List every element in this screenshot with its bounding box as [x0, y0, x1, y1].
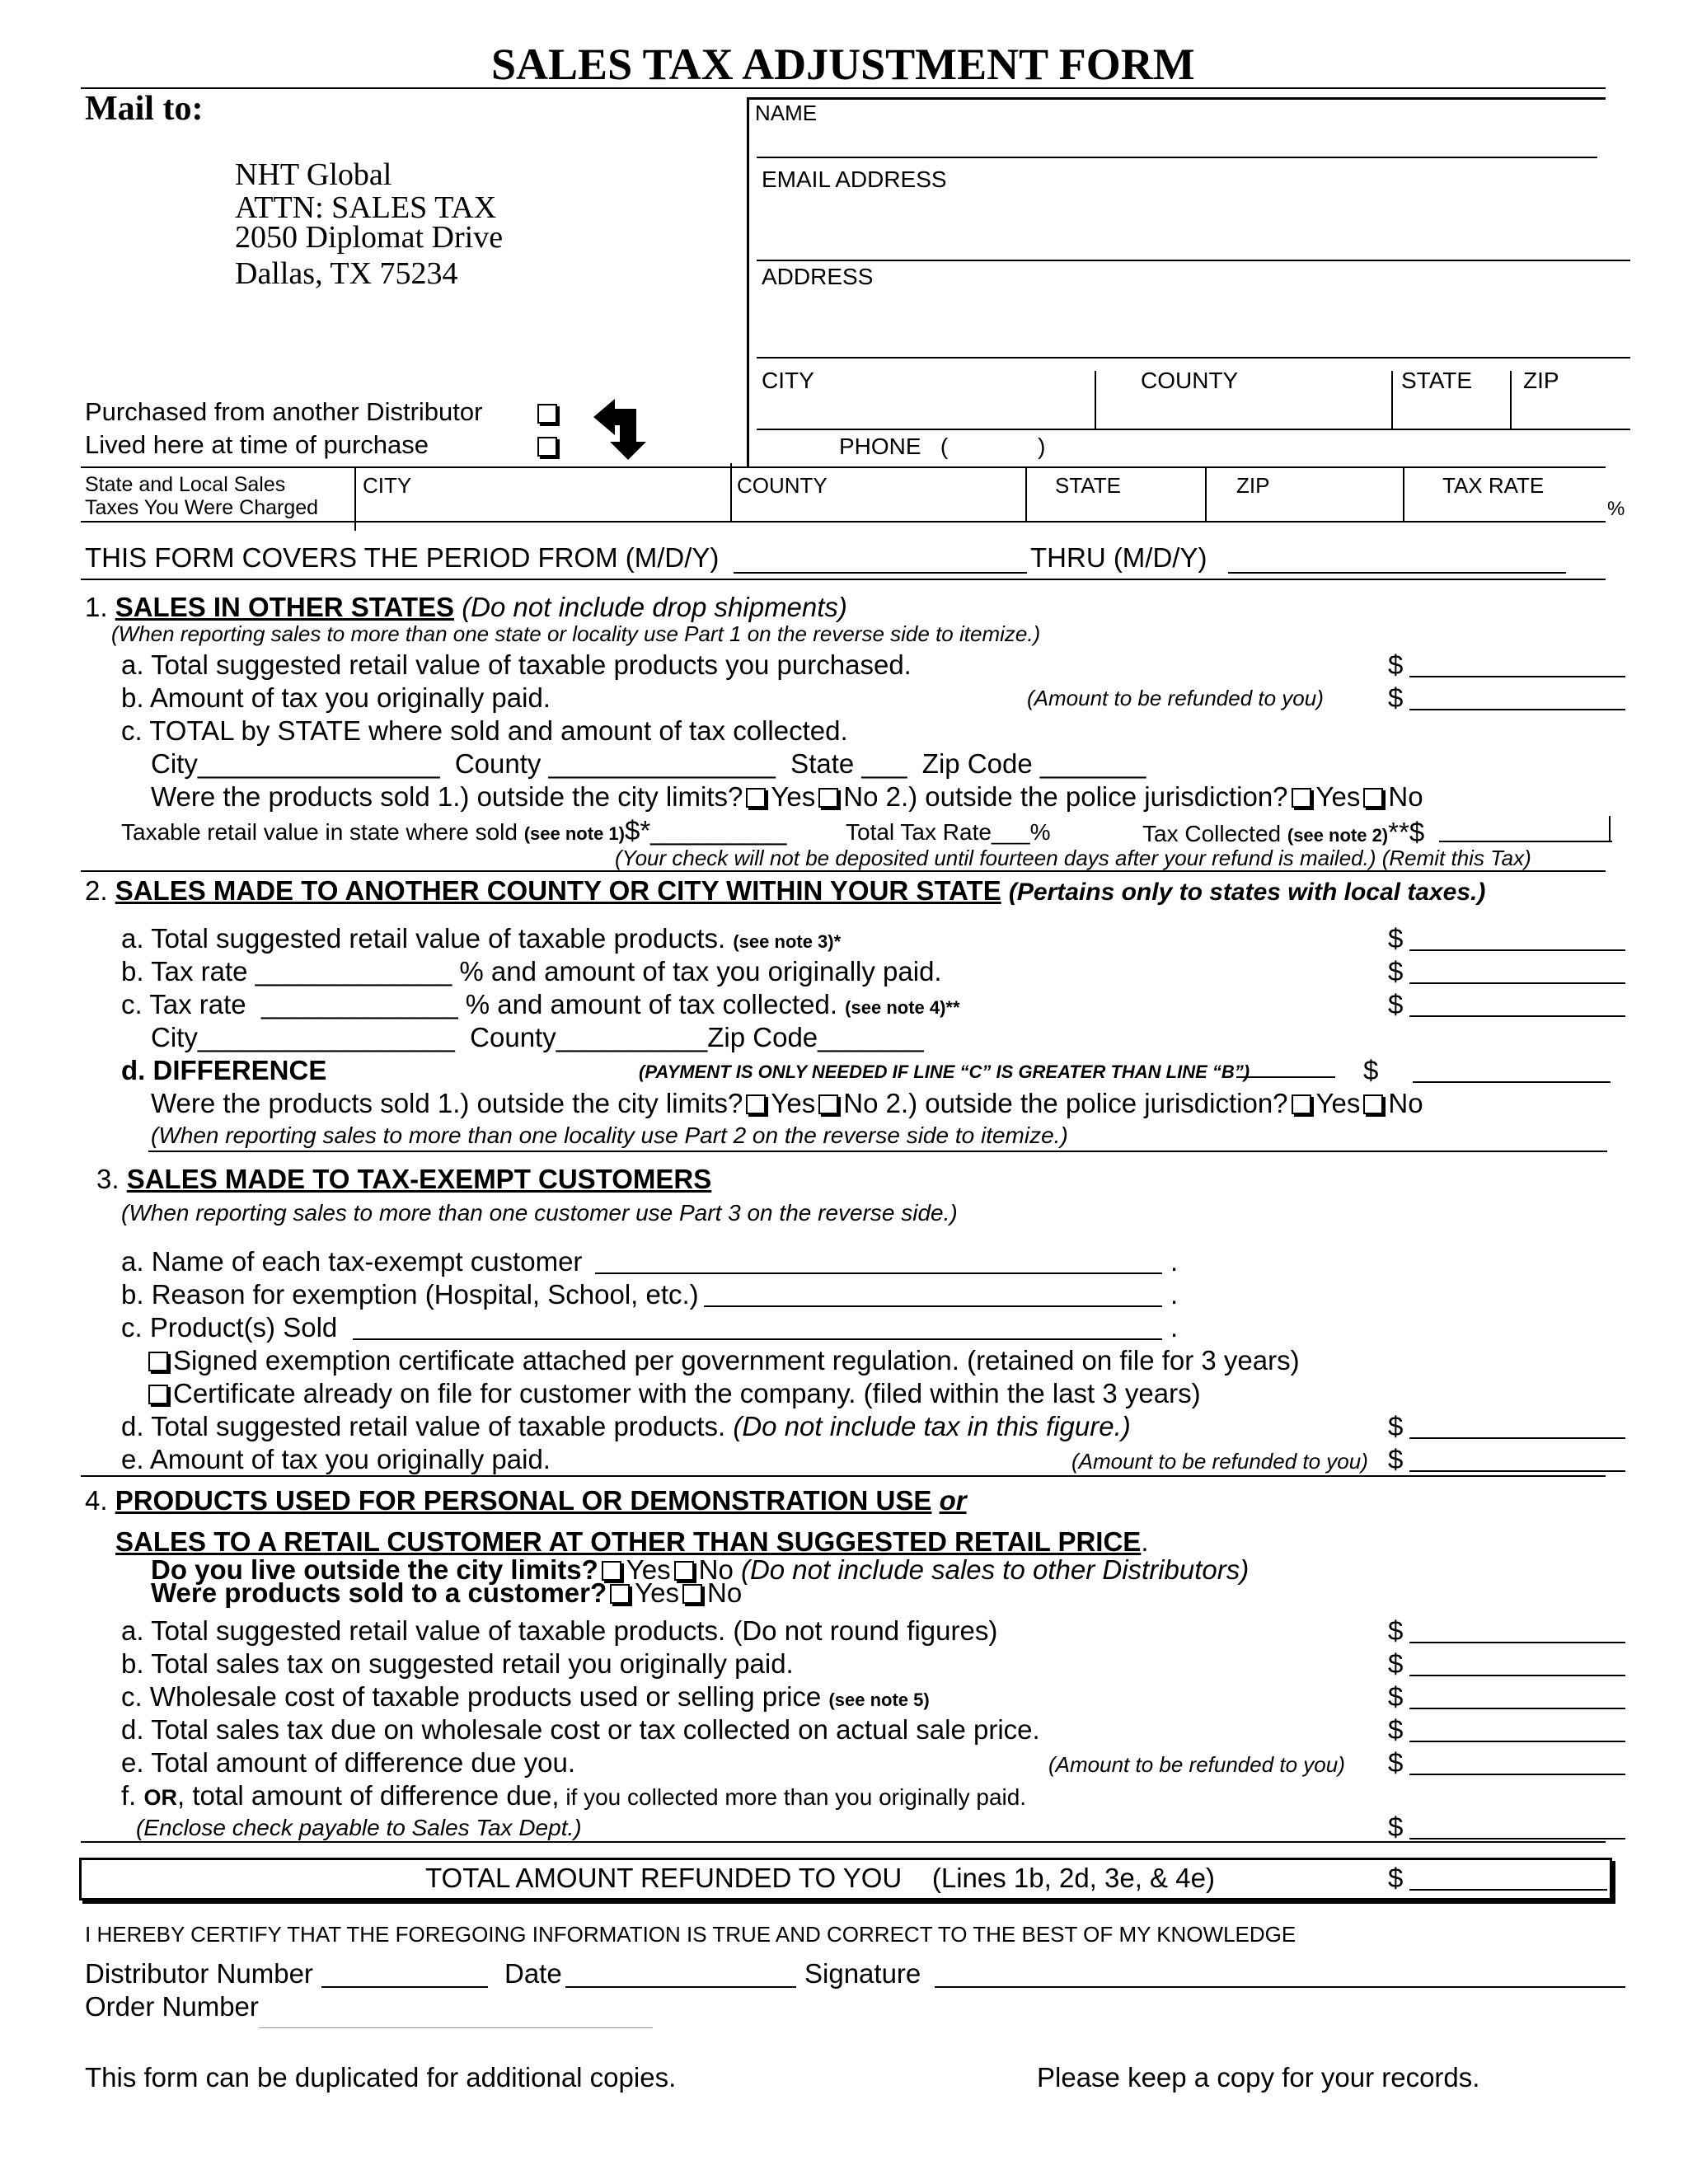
- s3-exemption-reason-field[interactable]: [704, 1305, 1162, 1307]
- tax-row-state-label: STATE: [1055, 473, 1121, 498]
- s1-tax-collected-field[interactable]: [1439, 841, 1612, 842]
- s2-note: (When reporting sales to more than one locality use Part 2 on the reverse side to itemize.): [151, 1122, 1068, 1148]
- s1-collected-end-mark: [1609, 816, 1611, 841]
- s3-bottom-rule: [81, 1475, 1606, 1477]
- distributor-number-field[interactable]: [321, 1986, 488, 1988]
- s1-city-yes-checkbox[interactable]: [746, 788, 766, 808]
- s4-q2: Were products sold to a customer? Yes No: [151, 1577, 743, 1608]
- s4-enclose-note: (Enclose check payable to Sales Tax Dept.): [136, 1815, 582, 1840]
- tax-row-top-border-left: [81, 466, 748, 468]
- s1-sold-question: Were the products sold 1.) outside the city limits? Yes No 2.) outside the police jurisdiction? Yes No: [151, 781, 1423, 812]
- s1-c-label: c. TOTAL by STATE where sold and amount of tax collected.: [121, 715, 848, 746]
- tax-row-zip-label: ZIP: [1236, 473, 1270, 498]
- s1-a-amount-field[interactable]: [1409, 676, 1625, 677]
- purchased-other-checkbox[interactable]: [537, 404, 557, 424]
- s2-d-dollar: $: [1363, 1055, 1379, 1085]
- tax-row-rate-label: TAX RATE: [1442, 473, 1545, 498]
- county-state-divider: [1391, 371, 1393, 429]
- certify-statement: I HEREBY CERTIFY THAT THE FOREGOING INFORMATION IS TRUE AND CORRECT TO THE BEST OF MY KNOWLEDGE: [85, 1922, 1296, 1947]
- s4-c-amount-field[interactable]: [1409, 1708, 1625, 1709]
- phone-field[interactable]: [747, 466, 1606, 468]
- s1-a-dollar: $: [1388, 649, 1404, 680]
- tax-row-zip-divider: [1205, 466, 1207, 523]
- s4-c-dollar: $: [1388, 1681, 1404, 1712]
- s2-d-amount-field[interactable]: [1413, 1081, 1611, 1083]
- email-field[interactable]: [757, 260, 1630, 261]
- signature-label: Signature: [804, 1958, 921, 1989]
- order-number-label: Order Number: [85, 1991, 259, 2022]
- s4-e-note: (Amount to be refunded to you): [1048, 1752, 1345, 1777]
- s1-b-label: b. Amount of tax you originally paid.: [121, 682, 551, 713]
- s4-f-dollar: $: [1388, 1811, 1404, 1842]
- form-title: SALES TAX ADJUSTMENT FORM: [491, 40, 1195, 89]
- mail-line-2: ATTN: SALES TAX: [235, 190, 497, 225]
- s3-heading: 3. SALES MADE TO TAX-EXEMPT CUSTOMERS: [96, 1164, 712, 1194]
- s2-sold-question: Were the products sold 1.) outside the city limits? Yes No 2.) outside the police jurisdiction? Yes No: [151, 1088, 1423, 1118]
- s3-b-label: b. Reason for exemption (Hospital, School, etc.): [121, 1279, 699, 1310]
- s4-f-label: f. OR, total amount of difference due, if you collected more than you originally paid.: [121, 1780, 1027, 1811]
- tax-row-county-label: COUNTY: [737, 473, 828, 498]
- s3-cert-on-file-checkbox[interactable]: [148, 1385, 168, 1404]
- tax-row-percent: %: [1607, 498, 1625, 520]
- s4-heading-1: 4. PRODUCTS USED FOR PERSONAL OR DEMONSTRATION USE or: [85, 1485, 967, 1516]
- s3-d-dollar: $: [1388, 1411, 1404, 1441]
- s3-b-dot: .: [1170, 1279, 1179, 1310]
- s2-b-label[interactable]: b. Tax rate _____________ % and amount of tax you originally paid.: [121, 956, 942, 987]
- s2-city-no-checkbox[interactable]: [818, 1094, 838, 1114]
- s4-q2-yes-checkbox[interactable]: [610, 1584, 630, 1604]
- tax-row-bottom-border[interactable]: [81, 521, 1606, 523]
- total-refund-dollar: $: [1388, 1863, 1404, 1893]
- s3-a-dot: .: [1170, 1246, 1179, 1277]
- distributor-number-label: Distributor Number: [85, 1958, 313, 1989]
- s1-bottom-rule: [81, 870, 1606, 872]
- s4-c-label: c. Wholesale cost of taxable products used or selling price (see note 5): [121, 1681, 930, 1712]
- s4-d-label: d. Total sales tax due on wholesale cost or tax collected on actual sale price.: [121, 1714, 1040, 1745]
- tax-row-city-label: CITY: [363, 473, 412, 498]
- s2-a-dollar: $: [1388, 923, 1404, 954]
- s4-e-dollar: $: [1388, 1747, 1404, 1778]
- mail-line-1: NHT Global: [235, 157, 392, 192]
- period-from-field[interactable]: [734, 572, 1027, 574]
- date-label: Date: [504, 1958, 562, 1989]
- lived-here-label: Lived here at time of purchase: [85, 430, 429, 459]
- s2-d-label: d. DIFFERENCE: [121, 1055, 327, 1085]
- s1-a-label: a. Total suggested retail value of taxable products you purchased.: [121, 649, 912, 680]
- mail-line-4: Dallas, TX 75234: [235, 256, 458, 291]
- s3-note: (When reporting sales to more than one customer use Part 3 on the reverse side.): [121, 1200, 958, 1226]
- s1-heading: 1. SALES IN OTHER STATES (Do not include drop shipments): [85, 592, 847, 622]
- s4-b-label: b. Total sales tax on suggested retail you originally paid.: [121, 1648, 794, 1679]
- signature-field[interactable]: [935, 1986, 1625, 1988]
- zip-label: ZIP: [1523, 368, 1559, 393]
- title-rule: [81, 87, 1606, 89]
- total-refund-label: TOTAL AMOUNT REFUNDED TO YOU (Lines 1b, 2d, 3e, & 4e): [425, 1863, 1215, 1893]
- s4-b-amount-field[interactable]: [1409, 1675, 1625, 1676]
- s4-d-amount-field[interactable]: [1409, 1741, 1625, 1742]
- bent-arrow-icon: [590, 396, 659, 462]
- s4-bottom-rule: [81, 1841, 1606, 1843]
- s4-e-amount-field[interactable]: [1409, 1774, 1625, 1775]
- period-thru-label: THRU (M/D/Y): [1030, 542, 1207, 573]
- s3-products-sold-field[interactable]: [353, 1338, 1162, 1340]
- tax-row-label-1: State and Local Sales: [85, 473, 286, 496]
- s2-city-yes-checkbox[interactable]: [746, 1094, 766, 1114]
- s2-b-amount-field[interactable]: [1409, 982, 1625, 984]
- s4-a-amount-field[interactable]: [1409, 1642, 1625, 1643]
- s4-a-label: a. Total suggested retail value of taxable products. (Do not round figures): [121, 1615, 998, 1646]
- s1-police-no-checkbox[interactable]: [1363, 788, 1383, 808]
- order-number-field[interactable]: [259, 2027, 653, 2028]
- s3-cert-on-file-option: Certificate already on file for customer with the company. (filed within the last 3 years): [148, 1378, 1201, 1409]
- duplicate-note: This form can be duplicated for additional copies.: [85, 2062, 677, 2093]
- tax-row-county-divider: [730, 463, 732, 523]
- s3-customer-name-field[interactable]: [595, 1272, 1162, 1274]
- date-field[interactable]: [565, 1986, 796, 1988]
- address-label: ADDRESS: [762, 264, 874, 289]
- s4-a-dollar: $: [1388, 1615, 1404, 1646]
- s2-a-label: a. Total suggested retail value of taxable products. (see note 3)*: [121, 923, 842, 954]
- s4-q2-no-checkbox[interactable]: [682, 1584, 702, 1604]
- s1-total-rate[interactable]: Total Tax Rate___%: [846, 819, 1051, 845]
- s2-police-no-checkbox[interactable]: [1363, 1094, 1383, 1114]
- s3-signed-cert-option: Signed exemption certificate attached per government regulation. (retained on file for 3 years): [148, 1345, 1300, 1376]
- s2-c-label[interactable]: c. Tax rate _____________ % and amount of tax collected. (see note 4)**: [121, 989, 960, 1019]
- s2-d-note: (PAYMENT IS ONLY NEEDED IF LINE “C” IS GREATER THAN LINE “B”): [639, 1062, 1250, 1082]
- period-thru-field[interactable]: [1228, 572, 1566, 574]
- s2-heading: 2. SALES MADE TO ANOTHER COUNTY OR CITY WITHIN YOUR STATE (Pertains only to states with local taxes.): [85, 875, 1486, 906]
- county-label: COUNTY: [1141, 368, 1239, 393]
- s1-b-note: (Amount to be refunded to you): [1027, 686, 1324, 710]
- total-refund-amount-field[interactable]: [1409, 1889, 1607, 1891]
- s1-note: (When reporting sales to more than one state or locality use Part 1 on the reverse side to itemize.): [111, 621, 1041, 646]
- address-field[interactable]: [757, 357, 1630, 359]
- s3-c-label: c. Product(s) Sold: [121, 1312, 338, 1343]
- period-rule: [81, 579, 1606, 580]
- mail-line-3: 2050 Diplomat Drive: [235, 220, 504, 255]
- purchased-other-label: Purchased from another Distributor: [85, 397, 483, 426]
- s1-deposit-note: (Your check will not be deposited until fourteen days after your refund is mailed.) (Remit this Tax): [615, 846, 1531, 870]
- s3-signed-cert-checkbox[interactable]: [148, 1352, 168, 1371]
- s1-taxable-line[interactable]: Taxable retail value in state where sold (see note 1)$*_________: [121, 815, 787, 846]
- s1-city-no-checkbox[interactable]: [818, 788, 838, 808]
- s2-d-short-rule: [1236, 1076, 1335, 1078]
- s3-e-dollar: $: [1388, 1444, 1404, 1474]
- s4-heading-2: SALES TO A RETAIL CUSTOMER AT OTHER THAN SUGGESTED RETAIL PRICE.: [115, 1526, 1149, 1557]
- phone-label: PHONE ( ): [839, 434, 1046, 459]
- s3-a-label: a. Name of each tax-exempt customer: [121, 1246, 583, 1277]
- s2-city-county-zip[interactable]: City_________________ County__________Zip Code_______: [151, 1022, 924, 1052]
- s4-q1: Do you live outside the city limits? Yes No (Do not include sales to other Distributors): [151, 1554, 1250, 1585]
- s2-a-amount-field[interactable]: [1409, 949, 1625, 951]
- tax-row-state-divider: [1025, 466, 1027, 523]
- city-state-zip-field[interactable]: [757, 429, 1630, 430]
- s1-b-dollar: $: [1388, 682, 1404, 713]
- s2-c-amount-field[interactable]: [1409, 1015, 1625, 1017]
- period-from-label: THIS FORM COVERS THE PERIOD FROM (M/D/Y): [85, 542, 720, 573]
- s4-d-dollar: $: [1388, 1714, 1404, 1745]
- city-county-divider: [1095, 371, 1096, 429]
- contact-box-top-border: [747, 97, 1606, 100]
- state-zip-divider: [1510, 371, 1512, 429]
- lived-here-checkbox[interactable]: [537, 437, 557, 457]
- keep-copy-note: Please keep a copy for your records.: [1037, 2062, 1480, 2093]
- email-label: EMAIL ADDRESS: [762, 166, 947, 192]
- s1-city-county-state-zip[interactable]: City________________ County _______________ State ___ Zip Code _______: [151, 748, 1146, 779]
- s4-e-label: e. Total amount of difference due you.: [121, 1747, 575, 1778]
- s1-collected-line: Tax Collected (see note 2)**$: [1142, 817, 1425, 847]
- s2-bottom-rule: [148, 1151, 1607, 1152]
- name-field[interactable]: [757, 157, 1597, 158]
- s1-b-amount-field[interactable]: [1409, 709, 1625, 710]
- s1-police-yes-checkbox[interactable]: [1292, 788, 1311, 808]
- s3-c-dot: .: [1170, 1312, 1179, 1343]
- s2-b-dollar: $: [1388, 956, 1404, 987]
- s3-e-amount-field[interactable]: [1409, 1470, 1625, 1472]
- s3-d-label: d. Total suggested retail value of taxable products. (Do not include tax in this figure.): [121, 1411, 1131, 1441]
- s4-b-dollar: $: [1388, 1648, 1404, 1679]
- state-label: STATE: [1401, 368, 1473, 393]
- s3-d-amount-field[interactable]: [1409, 1437, 1625, 1439]
- contact-box-left-border: [747, 97, 749, 468]
- s3-e-label: e. Amount of tax you originally paid.: [121, 1444, 551, 1474]
- s4-f-amount-field[interactable]: [1409, 1838, 1625, 1840]
- s2-c-dollar: $: [1388, 989, 1404, 1019]
- city-label: CITY: [762, 368, 814, 393]
- mail-to-label: Mail to:: [85, 90, 204, 128]
- s3-e-note: (Amount to be refunded to you): [1071, 1449, 1368, 1474]
- name-label: NAME: [755, 101, 818, 125]
- tax-row-rate-divider: [1403, 466, 1404, 523]
- s2-police-yes-checkbox[interactable]: [1292, 1094, 1311, 1114]
- tax-row-label-2: Taxes You Were Charged: [85, 496, 319, 519]
